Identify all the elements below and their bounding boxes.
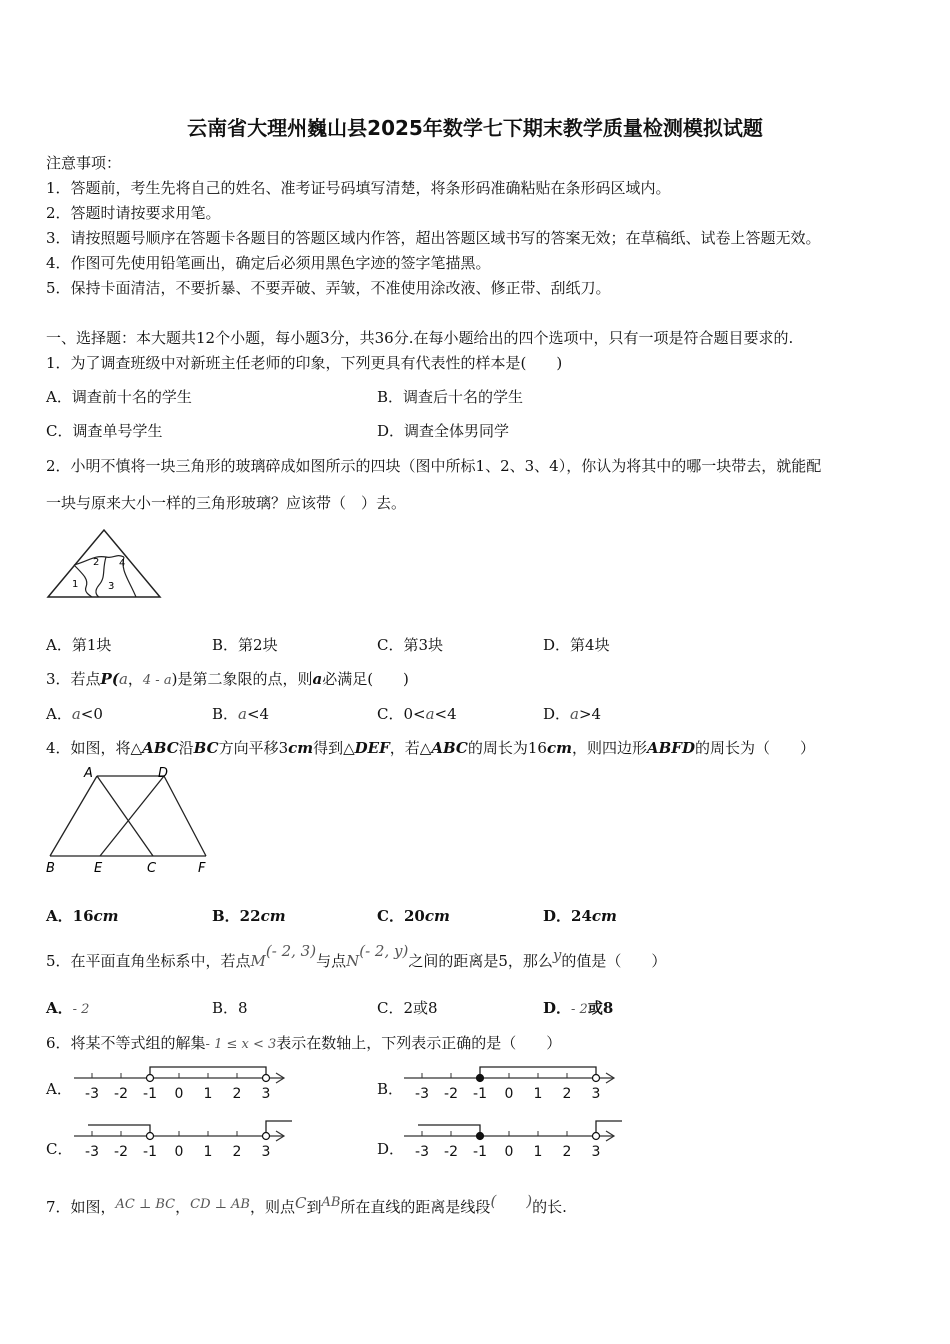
q4-stem-text: 4．如图，将△ [46,739,143,757]
number-line-b [400,1062,630,1106]
q2-option-a: A．第1块 [46,636,112,654]
option-text: <4 [434,705,457,723]
vertex-label: E [94,861,103,876]
q4-stem-text: 的周长为16 [467,739,547,757]
inequality: - 1 ≤ x < 3 [205,1037,277,1052]
tick-label: 1 [533,1144,543,1160]
q2-stem-cont: 一块与原来大小一样的三角形玻璃？应该带（ ）去。 [46,494,407,512]
number-line-d [400,1120,630,1164]
tick-label: 2 [232,1086,242,1102]
q1-option-d: D．调查全体男同学 [377,422,510,440]
q7-comma: ， [175,1198,191,1216]
vertex-label: F [198,861,206,876]
tick-label: 2 [562,1086,572,1102]
q1-stem: 1．为了调查班级中对新班主任老师的印象，下列更具有代表性的样本是( ) [46,354,563,372]
tick-label: -2 [114,1086,128,1102]
q5-stem-text: 的值是（ ） [561,952,667,970]
q3-option-a [46,703,103,724]
option-text: B．22 [212,907,261,925]
quad-abfd: ABFD [646,739,695,757]
number-line-c [70,1120,300,1164]
tick-label: -3 [85,1144,99,1160]
notice-item: 4．作图可先使用铅笔画出，确定后必须用黑色字迹的签字笔描黑。 [46,254,491,272]
vertex-label: C [147,861,157,876]
q5-option-c: C．2或8 [377,999,438,1017]
var-a: a [312,670,323,688]
q4-stem-text: 沿 [178,739,194,757]
notice-item: 5．保持卡面清洁，不要折暴、不要弄破、弄皱，不准使用涂改液、修正带、刮纸刀。 [46,279,611,297]
glass-piece-label: 2 [93,557,100,568]
tick-label: -2 [444,1086,458,1102]
q2-stem: 2．小明不慎将一块三角形的玻璃碎成如图所示的四块（图中所标1、2、3、4），你认为将其中的哪一块带去，就能配 [46,457,822,475]
q4-stem [46,737,815,758]
endpoint-dot [593,1075,600,1082]
q5-stem-text: 5．在平面直角坐标系中，若点 [46,952,251,970]
q4-stem-text: 方向平移3 [218,739,289,757]
notice-heading: 注意事项： [46,154,122,172]
option-text: D．24 [543,907,592,925]
q6-option-a-label: A． [46,1080,72,1098]
glass-piece-label: 1 [72,579,79,590]
endpoint-dot [147,1075,154,1082]
triangle-def: DEF [354,739,390,757]
q3-stem-text: )是第二象限的点，则 [171,670,313,688]
point-m: M [250,952,266,970]
option-text: <4 [246,705,270,723]
q5-stem [46,942,667,971]
vertex-label: D [158,766,169,781]
tick-label: 3 [591,1144,601,1160]
math-value: - 2 [571,1002,588,1017]
tick-label: -1 [143,1144,157,1160]
tick-label: -1 [143,1086,157,1102]
math-a: a [425,705,435,723]
tick-label: 3 [261,1086,271,1102]
q4-option-d [543,905,617,926]
q7-stem-text: ，则点 [249,1198,295,1216]
tick-label: -2 [114,1144,128,1160]
point-n: N [346,952,360,970]
tick-label: 1 [533,1086,543,1102]
endpoint-dot [263,1075,270,1082]
q4-option-c [377,905,450,926]
option-text: 或8 [587,999,614,1017]
unit-cm: cm [260,907,286,925]
segment-bc: BC [193,739,219,757]
vertex-label: A [84,766,93,781]
q3-stem [46,668,409,689]
notice-item: 2．答题时请按要求用笔。 [46,204,221,222]
tick-label: 0 [504,1086,514,1102]
page-title: 云南省大理州巍山县2025年数学七下期末教学质量检测模拟试题 [187,116,763,140]
option-label: A． [46,999,73,1017]
q4-stem-text: 的周长为（ ） [694,739,815,757]
broken-glass-figure [44,525,164,605]
q3-stem-text: 必满足( ) [322,670,409,688]
triangle-abc: ABC [431,739,468,757]
q5-option-b: B．8 [212,999,248,1017]
triangle-abc: ABC [142,739,179,757]
notice-item: 3．请按照题号顺序在答题卡各题目的答题区域内作答，超出答题区域书写的答案无效；在草稿纸、试卷上答题无效。 [46,229,821,247]
section-heading: 一、选择题：本大题共12个小题，每小题3分，共36分.在每小题给出的四个选项中，只有一项是符合题目要求的. [46,329,794,347]
tick-label: -2 [444,1144,458,1160]
endpoint-dot [477,1133,484,1140]
math-value: - 2 [72,1002,90,1017]
option-text: >4 [578,705,602,723]
vertex-label: B [46,861,55,876]
option-label: D． [543,705,571,723]
unit-cm: cm [93,907,119,925]
q4-option-a [46,905,119,926]
option-text: A．16 [46,907,94,925]
number-line-a [70,1062,300,1106]
tick-label: 2 [562,1144,572,1160]
unit-cm: cm [424,907,450,925]
q6-option-d-label: D． [377,1140,405,1158]
endpoint-dot [263,1133,270,1140]
tick-label: 0 [174,1086,184,1102]
tick-label: 1 [203,1086,213,1102]
q2-option-c: C．第3块 [377,636,444,654]
q1-option-a: A．调查前十名的学生 [46,388,192,406]
q5-stem-text: 与点 [316,952,347,970]
q3-option-c [377,703,457,724]
blank-paren: ( ) [490,1192,533,1210]
q6-option-b-label: B． [377,1080,404,1098]
option-label: B． [212,705,239,723]
tick-label: -3 [85,1086,99,1102]
endpoint-dot [147,1133,154,1140]
var-y: y [552,946,562,964]
q4-option-b [212,905,286,926]
translation-figure [40,762,220,880]
math-a: a [238,705,247,723]
tick-label: -3 [415,1144,429,1160]
tick-label: 1 [203,1144,213,1160]
tick-label: 3 [261,1144,271,1160]
q3-comma: ， [127,670,143,688]
unit-cm: cm [591,907,617,925]
math-expr: 4 - a [142,673,172,688]
math-a: a [570,705,579,723]
endpoint-dot [477,1075,484,1082]
solution-bracket [596,1121,622,1136]
q5-option-d [543,997,613,1018]
point-m-coord: (- 2, 3) [265,942,317,960]
q3-stem-text: 3．若点 [46,670,101,688]
q7-stem-text: 7．如图， [46,1198,116,1216]
q7-stem [46,1192,567,1217]
q1-option-c: C．调查单号学生 [46,422,163,440]
q4-stem-text: 得到△ [313,739,355,757]
option-text: C．20 [377,907,425,925]
q4-stem-text: ，若△ [389,739,432,757]
q7-stem-text: 所在直线的距离是线段 [340,1198,491,1216]
tick-label: 3 [591,1086,601,1102]
relation: AC ⊥ BC [115,1197,176,1212]
glass-piece-label: 3 [108,581,115,592]
q6-stem-text: 6．将某不等式组的解集 [46,1034,206,1052]
tick-label: -3 [415,1086,429,1102]
notice-item: 1．答题前，考生先将自己的姓名、准考证号码填写清楚，将条形码准确粘贴在条形码区域内。 [46,179,671,197]
option-label: C．0< [377,705,426,723]
q2-option-b: B．第2块 [212,636,278,654]
endpoint-dot [593,1133,600,1140]
q6-option-c-label: C． [46,1140,73,1158]
line-ab: AB [321,1195,341,1210]
q3-option-d [543,703,601,724]
unit-cm: cm [288,739,314,757]
option-label: A． [46,705,72,723]
option-text: <0 [80,705,103,723]
q5-option-a [46,997,89,1018]
q5-stem-text: 之间的距离是5，那么 [408,952,553,970]
math-a: a [71,705,81,723]
solution-bracket [88,1125,150,1136]
glass-piece-label: 4 [119,558,126,569]
tick-label: 0 [174,1144,184,1160]
tick-label: -1 [473,1144,487,1160]
relation: CD ⊥ AB [190,1197,250,1212]
point-n-coord: (- 2, y) [359,942,409,960]
solution-bracket [266,1121,292,1136]
q3-option-b [212,703,269,724]
point-p: P( [100,670,119,688]
tick-label: 2 [232,1144,242,1160]
q6-stem [46,1032,561,1053]
solution-bracket [418,1125,480,1136]
q6-stem-text: 表示在数轴上，下列表示正确的是（ ） [276,1034,562,1052]
q7-stem-text: 到 [306,1198,322,1216]
tick-label: 0 [504,1144,514,1160]
q1-option-b: B．调查后十名的学生 [377,388,524,406]
point-c: C [294,1194,307,1212]
q7-stem-text: 的长. [532,1198,567,1216]
unit-cm: cm [546,739,572,757]
q2-option-d: D．第4块 [543,636,610,654]
option-label: D． [543,999,572,1017]
tick-label: -1 [473,1086,487,1102]
q4-stem-text: ，则四边形 [571,739,647,757]
math-a: a [118,670,128,688]
